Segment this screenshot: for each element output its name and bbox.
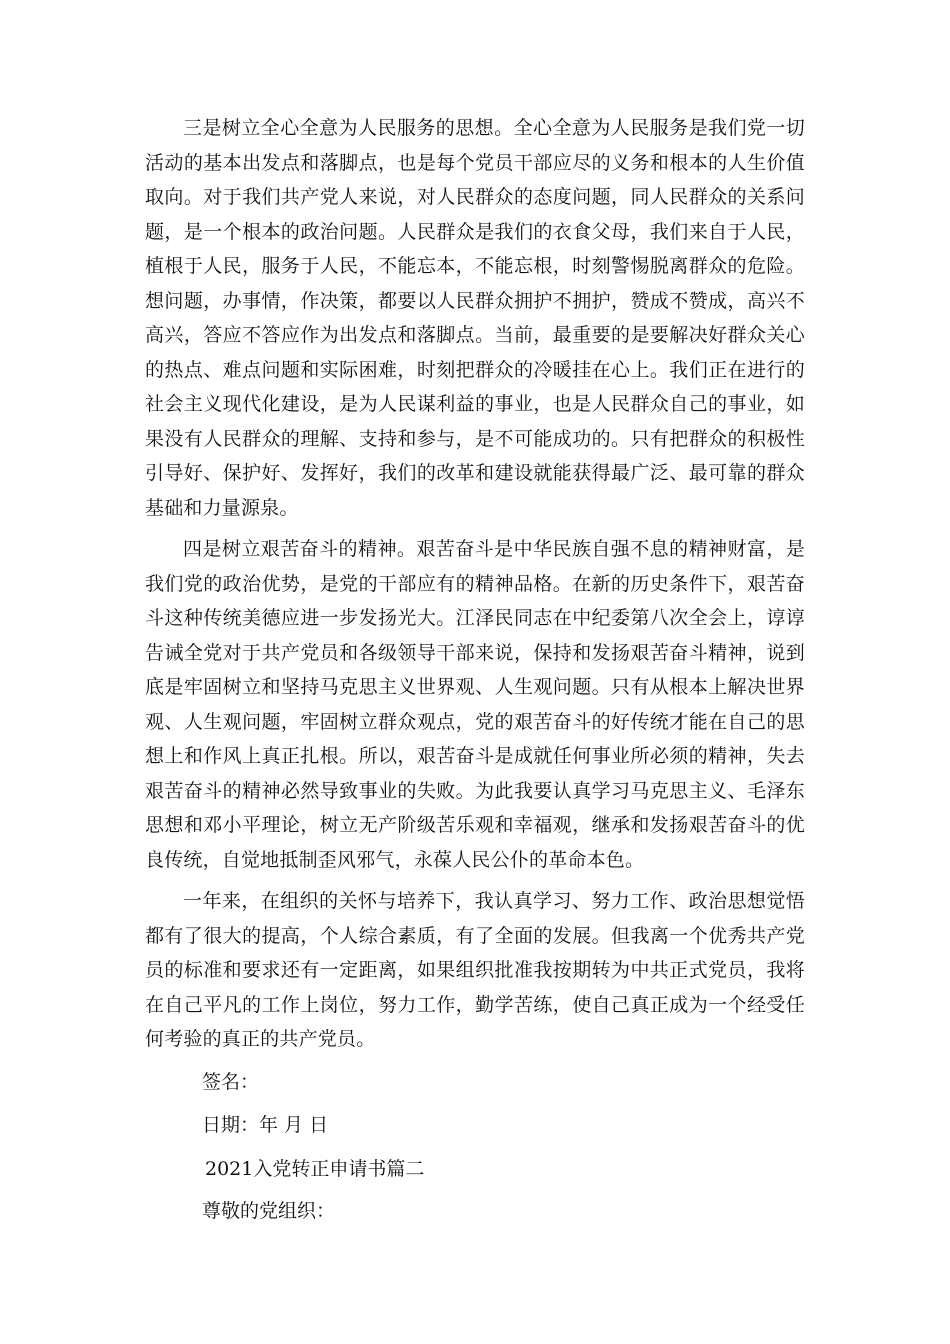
paragraph-summary: 一年来，在组织的关怀与培养下，我认真学习、努力工作、政治思想觉悟都有了很大的提高，个人综合素质，有了全面的发展。但我离一个优秀共产党员的标准和要求还有一定距离，如果组织批准我按期转为中共正式党员，我将在自己平凡的工作上岗位，努力工作，勤学苦练，使自己真正成为一个经受任何考验的真正的共产党员。 — [145, 890, 805, 1050]
document-page — [145, 111, 805, 1229]
paragraph-hard-work: 四是树立艰苦奋斗的精神。艰苦奋斗是中华民族自强不息的精神财富，是我们党的政治优势，是党的干部应有的精神品格。在新的历史条件下，艰苦奋斗这种传统美德应进一步发扬光大。江泽民同志在中纪委第八次全会上，谆谆告诫全党对于共产党员和各级领导干部来说，保持和发扬艰苦奋斗精神，说到底是牢固树立和坚持马克思主义世界观、人生观问题。只有从根本上解决世界观、人生观问题，牢固树立群众观点，党的艰苦奋斗的好传统才能在自己的思想上和作风上真正扎根。所以，艰苦奋斗是成就任何事业所必须的精神，失去艰苦奋斗的精神必然导致事业的失败。为此我要认真学习马克思主义、毛泽东思想和邓小平理论，树立无产阶级苦乐观和幸福观，继承和发扬艰苦奋斗的优良传统，自觉地抵制歪风邪气，永葆人民公仆的革命本色。 — [145, 538, 805, 871]
section-title: 2021入党转正申请书篇二 — [205, 1157, 425, 1180]
salutation: 尊敬的党组织： — [202, 1200, 336, 1222]
signature-line: 签名： — [202, 1070, 260, 1093]
paragraph-serve-people: 三是树立全心全意为人民服务的思想。全心全意为人民服务是我们党一切活动的基本出发点和落脚点，也是每个党员干部应尽的义务和根本的人生价值取向。对于我们共产党人来说，对人民群众的态度问题，同人民群众的关系问题，是一个根本的政治问题。人民群众是我们的衣食父母，我们来自于人民，植根于人民，服务于人民，不能忘本，不能忘根，时刻警惕脱离群众的危险。想问题，办事情，作决策，都要以人民群众拥护不拥护，赞成不赞成，高兴不高兴，答应不答应作为出发点和落脚点。当前，最重要的是要解决好群众关心的热点、难点问题和实际困难，时刻把群众的冷暖挂在心上。我们正在进行的社会主义现代化建设，是为人民谋利益的事业，也是人民群众自己的事业，如果没有人民群众的理解、支持和参与，是不可能成功的。只有把群众的积极性引导好、保护好、发挥好，我们的改革和建设就能获得最广泛、最可靠的群众基础和力量源泉。 — [145, 117, 805, 519]
date-line: 日期：年 月 日 — [202, 1114, 329, 1136]
